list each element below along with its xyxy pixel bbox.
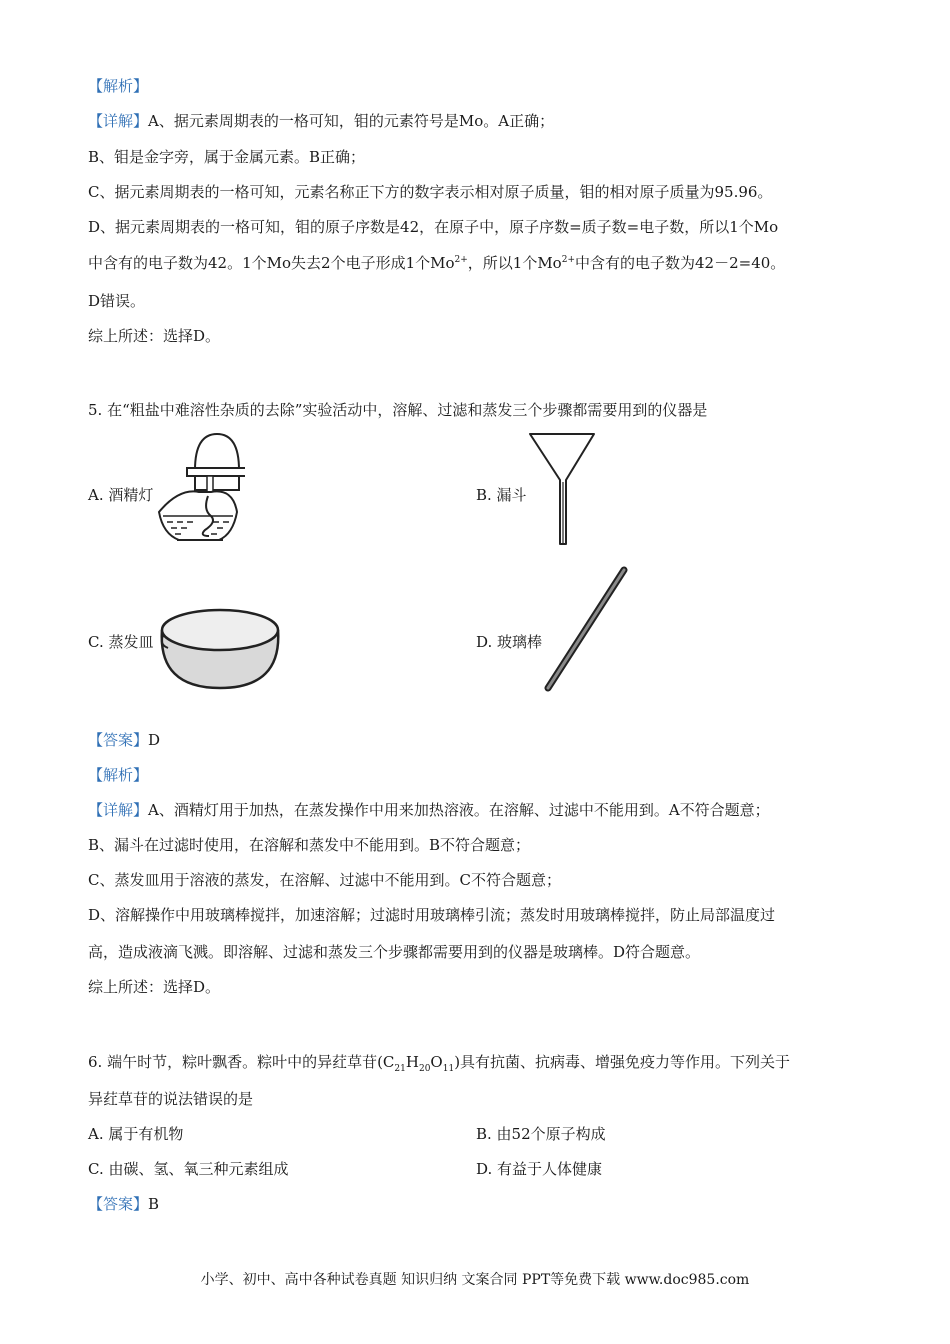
detail-line-d3-1: D错误。 — [88, 292, 146, 310]
q6-stem-part-d: )具有抗菌、抗病毒、增强免疫力等作用。下列关于 — [454, 1053, 791, 1071]
oxygen-count: 11 — [442, 1064, 455, 1074]
detail-line-a-1 — [88, 111, 554, 131]
detail-line-b-1: B、钼是金字旁，属于金属元素。B正确； — [88, 148, 366, 166]
page-footer: 小学、初中、高中各种试卷真题 知识归纳 文案合同 PPT等免费下载 www.doc985.com — [200, 1272, 750, 1288]
xiangjie-tag-5: 【详解】 — [88, 801, 149, 819]
answer-5 — [88, 730, 160, 750]
hydrogen-count: 20 — [418, 1064, 431, 1074]
q6-option-c: C. 由碳、氢、氧三种元素组成 — [88, 1160, 289, 1178]
q6-option-b: B. 由52个原子构成 — [476, 1125, 606, 1143]
answer-tag-6: 【答案】 — [88, 1195, 149, 1213]
xiangjie-tag-1: 【详解】 — [88, 112, 149, 130]
q5-option-b: B. 漏斗 — [476, 486, 527, 504]
detail-line-d1-5: D、溶解操作中用玻璃棒搅拌，加速溶解；过滤时用玻璃棒引流；蒸发时用玻璃棒搅拌，防止局部温度过 — [88, 906, 776, 924]
ion-charge-2: 2+ — [561, 255, 575, 265]
detail-line-a-5 — [88, 800, 770, 820]
q5-option-a: A. 酒精灯 — [88, 486, 154, 504]
alcohol-lamp-icon — [155, 430, 245, 548]
detail-text-a-1: A、据元素周期表的一格可知，钼的元素符号是Mo。A正确； — [148, 112, 555, 130]
detail-line-c-1: C、据元素周期表的一格可知，元素名称正下方的数字表示相对原子质量，钼的相对原子质量为95.96。 — [88, 183, 773, 201]
detail-line-d1-1: D、据元素周期表的一格可知，钼的原子序数是42，在原子中，原子序数=质子数=电子数，所以1个Mo — [88, 218, 779, 236]
answer-6 — [88, 1194, 159, 1214]
jiexi-heading-5: 【解析】 — [88, 766, 149, 784]
summary-1: 综上所述：选择D。 — [88, 327, 221, 345]
funnel-icon — [528, 432, 598, 548]
d2-text-c: 中含有的电子数为42－2=40。 — [575, 254, 786, 272]
detail-line-c-5: C、蒸发皿用于溶液的蒸发，在溶解、过滤中不能用到。C不符合题意； — [88, 871, 561, 889]
q5-option-d: D. 玻璃棒 — [476, 633, 543, 651]
q6-option-d: D. 有益于人体健康 — [476, 1160, 603, 1178]
question-6-stem-line2: 异荭草苷的说法错误的是 — [88, 1090, 254, 1108]
evaporating-dish-icon — [156, 600, 284, 692]
q6-stem-part-b: H — [405, 1053, 419, 1071]
answer-tag-5: 【答案】 — [88, 731, 149, 749]
summary-5: 综上所述：选择D。 — [88, 978, 221, 996]
question-6-stem-line1 — [88, 1052, 790, 1072]
ion-charge-1: 2+ — [454, 255, 468, 265]
carbon-count: 21 — [394, 1064, 406, 1074]
d2-text-b: ，所以1个Mo — [467, 254, 562, 272]
q6-option-a: A. 属于有机物 — [88, 1125, 184, 1143]
glass-rod-icon — [540, 564, 632, 694]
detail-line-b-5: B、漏斗在过滤时使用，在溶解和蒸发中不能用到。B不符合题意； — [88, 836, 531, 854]
question-5-stem: 5. 在“粗盐中难溶性杂质的去除”实验活动中，溶解、过滤和蒸发三个步骤都需要用到的仪器是 — [88, 401, 708, 419]
q5-option-c: C. 蒸发皿 — [88, 633, 154, 651]
detail-line-d2-5: 高，造成液滴飞溅。即溶解、过滤和蒸发三个步骤都需要用到的仪器是玻璃棒。D符合题意。 — [88, 943, 701, 961]
detail-text-a-5: A、酒精灯用于加热，在蒸发操作中用来加热溶液。在溶解、过滤中不能用到。A不符合题意； — [148, 801, 770, 819]
detail-line-d2-1 — [88, 253, 785, 273]
d2-text-a: 中含有的电子数为42。1个Mo失去2个电子形成1个Mo — [88, 254, 455, 272]
jiexi-heading-1: 【解析】 — [88, 77, 149, 95]
q6-stem-part-a: 6. 端午时节，粽叶飘香。粽叶中的异荭草苷(C — [88, 1053, 395, 1071]
q6-stem-part-c: O — [430, 1053, 443, 1071]
answer-value-6: B — [148, 1195, 160, 1213]
answer-value-5: D — [148, 731, 161, 749]
